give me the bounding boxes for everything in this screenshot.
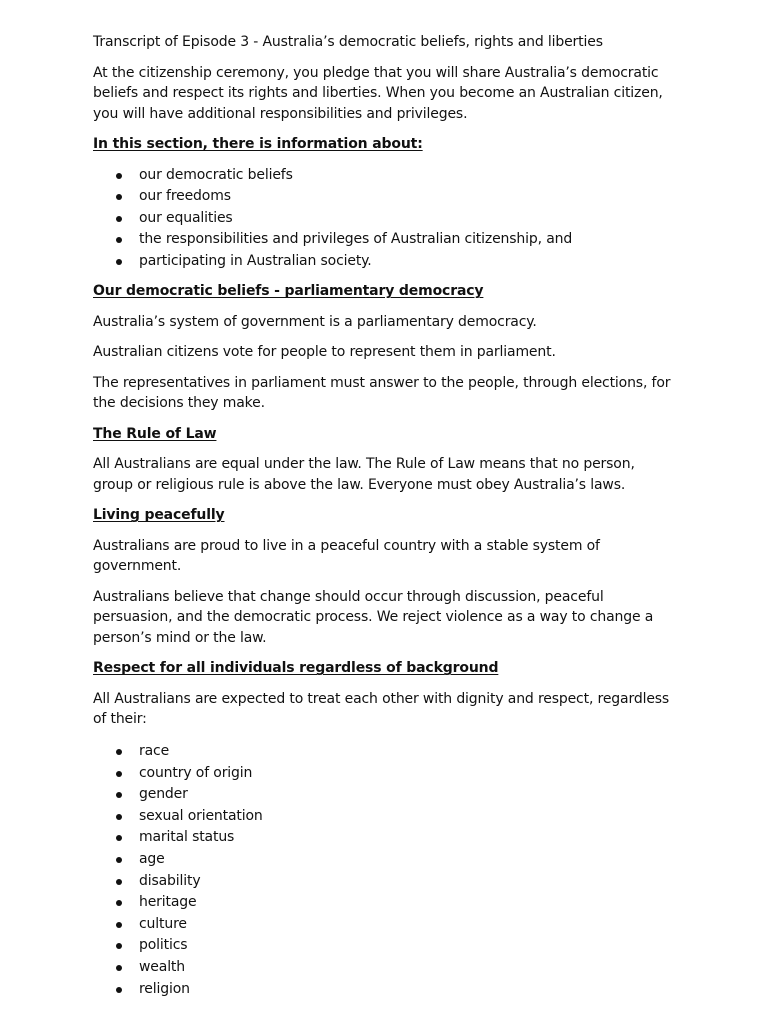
list-item: our equalities <box>139 208 675 230</box>
list-item: country of origin <box>139 763 675 785</box>
section-info-list <box>93 165 675 273</box>
living-peacefully-paragraph-1: Australians are proud to live in a peaceful country with a stable system of government. <box>93 537 600 575</box>
respect-paragraph: All Australians are expected to treat each other with dignity and respect, regardless of their: <box>93 690 670 728</box>
list-item: our freedoms <box>139 186 675 208</box>
document-title: Transcript of Episode 3 - Australia’s democratic beliefs, rights and liberties <box>93 34 603 50</box>
living-peacefully-paragraph-2: Australians believe that change should occur through discussion, peaceful persuasion, and the democratic process. We reject violence as a way to change a person’s mind or the law. <box>93 588 654 646</box>
list-item: politics <box>139 935 675 957</box>
list-item: religion <box>139 979 675 1001</box>
list-item: heritage <box>139 892 675 914</box>
list-item: the responsibilities and privileges of Australian citizenship, and <box>139 229 675 251</box>
list-item: culture <box>139 914 675 936</box>
respect-heading: Respect for all individuals regardless of background <box>93 660 499 677</box>
rule-of-law-heading: The Rule of Law <box>93 425 217 442</box>
list-item: gender <box>139 784 675 806</box>
living-peacefully-heading: Living peacefully <box>93 507 225 524</box>
list-item: wealth <box>139 957 675 979</box>
list-item: disability <box>139 871 675 893</box>
list-item: race <box>139 741 675 763</box>
parliamentary-paragraph-2: Australian citizens vote for people to represent them in parliament. <box>93 344 556 361</box>
section-info-heading: In this section, there is information about: <box>93 136 423 152</box>
parliamentary-paragraph-1: Australia’s system of government is a parliamentary democracy. <box>93 313 537 330</box>
document-page <box>93 32 675 1009</box>
parliamentary-heading: Our democratic beliefs - parliamentary democracy <box>93 283 484 300</box>
list-item: marital status <box>139 827 675 849</box>
parliamentary-paragraph-3: The representatives in parliament must answer to the people, through elections, for the decisions they make. <box>93 374 671 412</box>
list-item: participating in Australian society. <box>139 251 675 273</box>
rule-of-law-paragraph: All Australians are equal under the law. The Rule of Law means that no person, group or religious rule is above the law. Everyone must obey Australia’s laws. <box>93 456 635 493</box>
list-item: our democratic beliefs <box>139 165 675 187</box>
list-item: age <box>139 849 675 871</box>
list-item: sexual orientation <box>139 806 675 828</box>
intro-paragraph: At the citizenship ceremony, you pledge that you will share Australia’s democratic beliefs and respect its rights and liberties. When you become an Australian citizen, you will have additional responsibilities and privileges. <box>93 64 663 122</box>
respect-list <box>93 741 675 1000</box>
